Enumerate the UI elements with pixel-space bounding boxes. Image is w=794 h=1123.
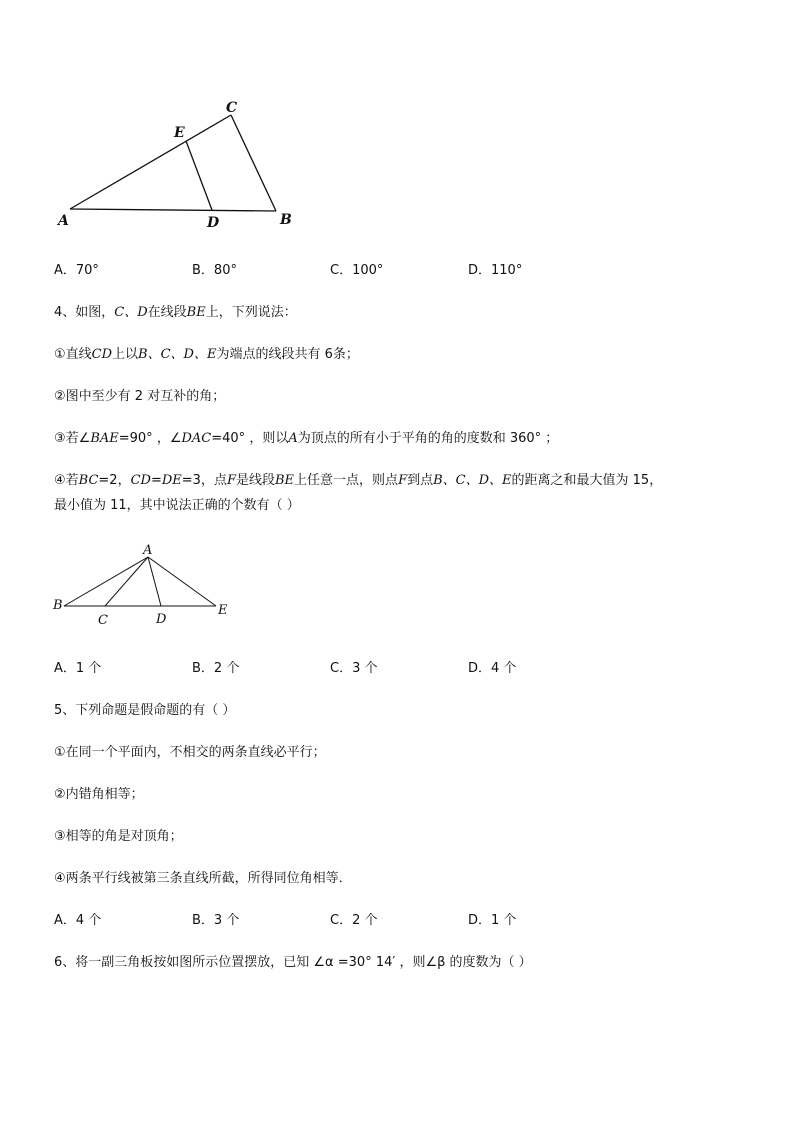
point-label-a: A [143,543,153,558]
q4-option-d[interactable]: D．4 个 [468,661,517,676]
q4-statement-3: ③若∠BAE=90° ，∠DAC=40° ，则以A为顶点的所有小于平角的角的度数和 360° ； [54,431,559,446]
q4-option-a[interactable]: A．1 个 [54,661,102,676]
q4-options [54,660,614,678]
point-label-a: A [58,213,69,229]
segment-ed [186,141,212,210]
q5-statement-1: ①在同一个平面内，不相交的两条直线必平行； [54,745,326,760]
point-label-c: C [98,613,108,628]
q3-option-a[interactable]: A．70° [54,263,99,278]
q3-option-b[interactable]: B．80° [192,263,237,278]
point-label-b: B [53,598,63,613]
triangle-figure-1 [50,95,310,235]
q5-option-d[interactable]: D．1 个 [468,913,517,928]
point-label-e: E [174,125,185,141]
q4-stem: 4、如图，C、D在线段BE上，下列说法： [54,305,297,320]
q5-statement-4: ④两条平行线被第三条直线所截，所得同位角相等． [54,871,352,886]
segment-ae [148,557,216,606]
q4-statement-2: ②图中至少有 2 对互补的角； [54,389,226,404]
segment-ab [70,209,276,211]
q5-options [54,912,614,930]
q4-option-b[interactable]: B．2 个 [192,661,240,676]
point-label-c: C [226,100,238,116]
q4-statement-4: ④若BC=2，CD=DE=3，点F是线段BE上任意一点，则点F到点B、C、D、E的距离之和最大值为 15， [54,473,663,488]
q5-option-b[interactable]: B．3 个 [192,913,240,928]
q5-statement-3: ③相等的角是对顶角； [54,829,183,844]
point-label-b: B [280,212,292,228]
segment-cb [231,115,276,211]
q3-option-d[interactable]: D．110° [468,263,523,278]
q5-statement-2: ②内错角相等； [54,787,144,802]
q3-option-c[interactable]: C．100° [330,263,384,278]
q5-option-c[interactable]: C．2 个 [330,913,378,928]
q5-stem: 5、下列命题是假命题的有（ ） [54,703,236,718]
q5-option-a[interactable]: A．4 个 [54,913,102,928]
triangle-figure-2 [50,540,240,630]
q4-option-c[interactable]: C．3 个 [330,661,378,676]
q4-statement-4-continued: 最小值为 11，其中说法正确的个数有（ ） [54,498,300,513]
point-label-d: D [207,215,220,231]
point-label-e: E [218,603,228,618]
q4-statement-1: ①直线CD上以B、C、D、E为端点的线段共有 6条； [54,347,359,362]
q3-options [54,262,614,280]
q6-stem: 6、将一副三角板按如图所示位置摆放，已知 ∠α =30° 14′ ，则∠β 的度数为（ ） [54,955,532,970]
segment-ab [64,557,148,606]
segment-ac [105,557,148,606]
point-label-d: D [156,612,167,627]
